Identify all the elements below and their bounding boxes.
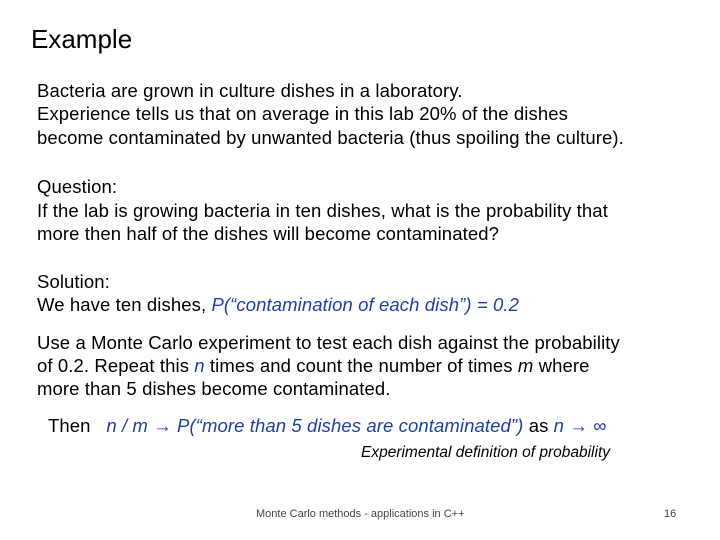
majority-contamination-formula: P(“more than 5 dishes are contaminated”) (177, 415, 524, 436)
as-word: as (523, 415, 554, 436)
definition-caption: Experimental definition of probability (361, 444, 610, 461)
method-line-1: Use a Monte Carlo experiment to test each dish against the probability (37, 332, 620, 353)
question-line-1: If the lab is growing bacteria in ten dishes, what is the probability that (37, 200, 608, 221)
arrow-symbol-2: → (564, 415, 594, 436)
method-line-3: more than 5 dishes become contaminated. (37, 378, 391, 399)
solution-prefix: We have ten dishes, (37, 294, 212, 315)
limit-variable-n: n (553, 415, 565, 436)
page-number: 16 (664, 508, 677, 520)
question-label: Question: (37, 176, 118, 197)
intro-line-2: Experience tells us that on average in this lab 20% of the dishes (37, 103, 568, 124)
method-text-b: times and count the number of times (204, 355, 518, 376)
intro-line-1: Bacteria are grown in culture dishes in a laboratory. (37, 80, 463, 101)
method-line-2 (37, 355, 590, 377)
then-word: Then (48, 415, 91, 436)
method-text-a: of 0.2. Repeat this (37, 355, 195, 376)
ratio-n-over-m: n / m (106, 415, 148, 436)
conclusion-line (48, 415, 606, 437)
infinity-symbol: ∞ (593, 415, 607, 436)
solution-line (37, 294, 519, 316)
slide-footer: Monte Carlo methods - applications in C++ (256, 508, 465, 520)
method-text-c: where (533, 355, 590, 376)
intro-line-3: become contaminated by unwanted bacteria (thus spoiling the culture). (37, 127, 624, 148)
variable-n: n (194, 355, 205, 376)
slide-title: Example (31, 24, 133, 54)
contamination-probability-formula: P(“contamination of each dish”) = 0.2 (211, 294, 520, 315)
question-line-2: more then half of the dishes will become contaminated? (37, 223, 499, 244)
solution-label: Solution: (37, 271, 110, 292)
variable-m: m (517, 355, 534, 376)
arrow-symbol: → (147, 415, 178, 436)
